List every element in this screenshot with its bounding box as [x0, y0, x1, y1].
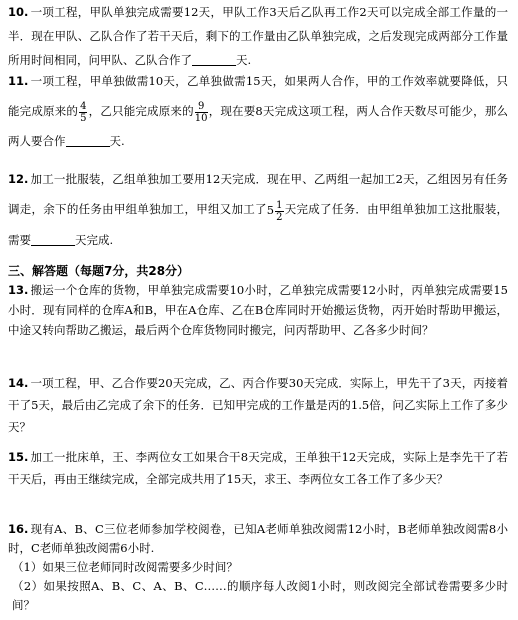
answer-blank[interactable] — [66, 132, 110, 147]
fraction-numerator: 4 — [80, 100, 87, 112]
fraction-denominator: 5 — [80, 112, 87, 124]
question-13 — [8, 280, 508, 340]
question-text-end: 天. — [109, 134, 125, 148]
question-text: ，现在要8天完成这项工程，两人合作天数尽可能少，那么两人要合作 — [8, 104, 509, 148]
answer-blank[interactable] — [31, 231, 75, 246]
question-text: 现有A、B、C三位老师参加学校阅卷，已知A老师单独改阅需12小时，B老师单独改阅需8小时，C老师单独改阅需6小时. — [8, 522, 508, 555]
question-text: 加工一批服装，乙组单独加工要用12天完成．现在甲、乙两组一起加工2天，乙组因另有任务调走，余下的任务由甲组单独加工，甲组又加工了 — [8, 172, 508, 216]
question-text: 一项工程，甲、乙合作要20天完成，乙、丙合作要30天完成．实际上，甲先干了3天，丙接着干了5天，最后由乙完成了余下的任务．已知甲完成的工作量是丙的1.5倍，问乙实际上工作了多少天？ — [8, 376, 508, 434]
question-11 — [8, 66, 508, 156]
sub-question-1: （1）如果三位老师同时改阅需要多少时间？ — [12, 560, 238, 574]
question-number: 16. — [8, 522, 29, 536]
sub-question-2: （2）如果按照A、B、C、A、B、C……的顺序每人改阅1小时，则改阅完全部试卷需要多少时间？ — [12, 579, 508, 612]
fraction-four-fifths — [79, 101, 87, 124]
question-text: 一项工程，甲队单独完成需要12天，甲队工作3天后乙队再工作2天可以完成全部工作量的一半．现在甲队、乙队合作了若干天后，剩下的工作量由乙队单独完成，之后发现完成两部分工作量所用时间相同，问甲队、乙队合作了 — [8, 5, 508, 67]
question-text-end: 天完成. — [75, 233, 114, 247]
question-text: 天完成了任务．由甲组单独加工这批服装，需要 — [8, 202, 509, 247]
answer-blank[interactable] — [192, 51, 236, 66]
question-number: 13. — [8, 283, 29, 297]
question-text: 一项工程，甲单独做需10天，乙单独做需15天，如果两人合作，甲的工作效率就要降低，只能完成原来的 — [8, 74, 508, 118]
question-text: 加工一批床单，王、李两位女工如果合干8天完成，王单独干12天完成，实际上是李先干了若干天后，再由王继续完成，全部完成共用了15天，求王、李两位女工各工作了多少天？ — [8, 450, 508, 486]
question-text-end: 天. — [236, 53, 252, 67]
question-text: 搬运一个仓库的货物，甲单独完成需要10小时，乙单独完成需要12小时，丙单独完成需要15小时．现有同样的仓库A和B，甲在A仓库、乙在B仓库同时开始搬运货物，丙开始时帮助甲搬运，中途又转向帮助乙搬运，最后两个仓库货物同时搬完，问丙帮助甲、乙各多少时间？ — [8, 283, 508, 337]
question-12 — [8, 164, 508, 255]
question-number: 14. — [8, 376, 29, 390]
section-heading: 三、解答题（每题7分，共28分） — [8, 264, 190, 278]
question-14 — [8, 372, 508, 438]
question-number: 12. — [8, 172, 29, 186]
question-10 — [8, 0, 508, 72]
question-number: 15. — [8, 450, 29, 464]
question-number: 10. — [8, 5, 29, 19]
mixed-number — [267, 195, 285, 225]
question-number: 11. — [8, 74, 29, 88]
question-16 — [8, 520, 508, 615]
fraction-numerator: 1 — [276, 199, 283, 211]
fraction-numerator: 9 — [195, 101, 208, 113]
question-15 — [8, 446, 508, 490]
fraction-nine-tenths — [195, 101, 208, 124]
fraction-denominator: 10 — [194, 112, 208, 124]
question-text: ，乙只能完成原来的 — [88, 104, 194, 118]
mixed-whole: 5 — [266, 203, 275, 217]
fraction-denominator: 2 — [276, 211, 283, 223]
